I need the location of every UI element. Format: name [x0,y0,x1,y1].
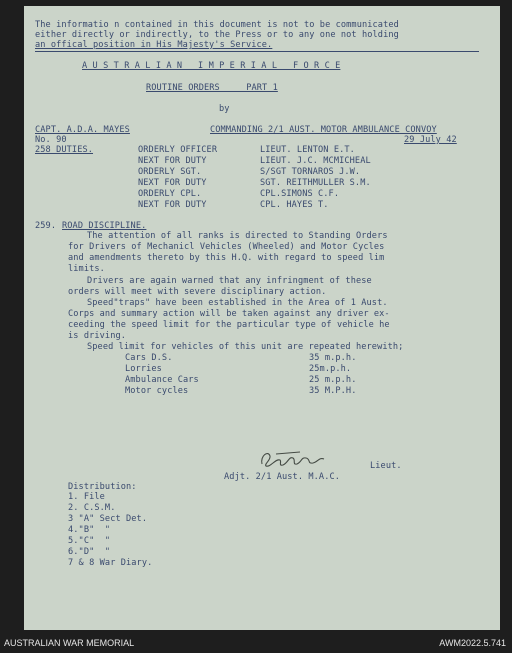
para3-line: ceeding the speed limit for the particular type of vehicle he [68,320,390,330]
para3-line: Corps and summary action will be taken against any driver ex- [68,309,390,319]
speed-vehicle: Motor cycles [125,386,189,396]
section-number: 259. [35,221,57,231]
distribution-item: 3 "A" Sect Det. [68,514,148,524]
distribution-label: Distribution: [68,482,137,492]
duty-role: NEXT FOR DUTY [138,200,207,210]
notice-line-3: an offical position in His Majesty's Service. [35,40,273,50]
distribution-item: 1. File [68,492,105,502]
distribution-item: 7 & 8 War Diary. [68,558,153,568]
para3-line: Speed"traps" have been established in the Area of 1 Aust. [87,298,388,308]
duty-role: NEXT FOR DUTY [138,156,207,166]
distribution-item: 5."C" " [68,536,111,546]
duties-label: 258 DUTIES. [35,145,94,155]
duty-role: ORDERLY SGT. [138,167,202,177]
speed-vehicle: Ambulance Cars [125,375,199,385]
para2-line: orders will meet with severe disciplinary action. [68,287,327,297]
duty-name: S/SGT TORNAROS J.W. [260,167,361,177]
order-number: No. 90 [35,135,67,145]
para4-line: Speed limit for vehicles of this unit are repeated herewith; [87,342,404,352]
orders-title: ROUTINE ORDERS PART 1 [146,83,278,93]
order-date: 29 July 42 [404,135,457,145]
para2-line: Drivers are again warned that any infringment of these [87,276,372,286]
para1-line: The attention of all ranks is directed to Standing Orders [87,231,388,241]
duty-name: SGT. REITHMULLER S.M. [260,178,371,188]
section-title: ROAD DISCIPLINE. [62,221,147,231]
by-line: by [219,104,230,114]
duty-name: LIEUT. LENTON E.T. [260,145,355,155]
duty-role: ORDERLY OFFICER [138,145,218,155]
footer-credit: AUSTRALIAN WAR MEMORIAL [4,638,135,648]
notice-rule [35,51,479,52]
footer-accession-number: AWM2022.5.741 [439,638,506,648]
speed-limit: 35 m.p.h. [309,353,357,363]
signature-title: Adjt. 2/1 Aust. M.A.C. [224,472,341,482]
distribution-item: 2. C.S.M. [68,503,116,513]
para1-line: for Drivers of Mechanicl Vehicles (Wheeled) and Motor Cycles [68,242,385,252]
handwritten-signature [256,446,336,472]
signature-rank: Lieut. [370,461,402,471]
speed-limit: 25m.p.h. [309,364,352,374]
duty-name: CPL.SIMONS C.F. [260,189,340,199]
duty-name: LIEUT. J.C. MCMICHEAL [260,156,371,166]
author-right: COMMANDING 2/1 AUST. MOTOR AMBULANCE CONVOY [210,125,437,135]
speed-limit: 25 m.p.h. [309,375,357,385]
notice-line-2: either directly or indirectly, to the Press or to any one not holding [35,30,399,40]
org-title: A U S T R A L I A N I M P E R I A L F O R C E [82,61,341,71]
distribution-item: 6."D" " [68,547,111,557]
author-left: CAPT. A.D.A. MAYES [35,125,130,135]
distribution-item: 4."B" " [68,525,111,535]
duty-name: CPL. HAYES T. [260,200,329,210]
speed-limit: 35 M.P.H. [309,386,357,396]
para1-line: and amendments thereto by this H.Q. with regard to speed lim [68,253,385,263]
speed-vehicle: Lorries [125,364,162,374]
notice-line-1: The informatio n contained in this document is not to be communicated [35,20,399,30]
duty-role: NEXT FOR DUTY [138,178,207,188]
para1-line: limits. [68,264,105,274]
speed-vehicle: Cars D.S. [125,353,173,363]
para3-line: is driving. [68,331,127,341]
duty-role: ORDERLY CPL. [138,189,202,199]
